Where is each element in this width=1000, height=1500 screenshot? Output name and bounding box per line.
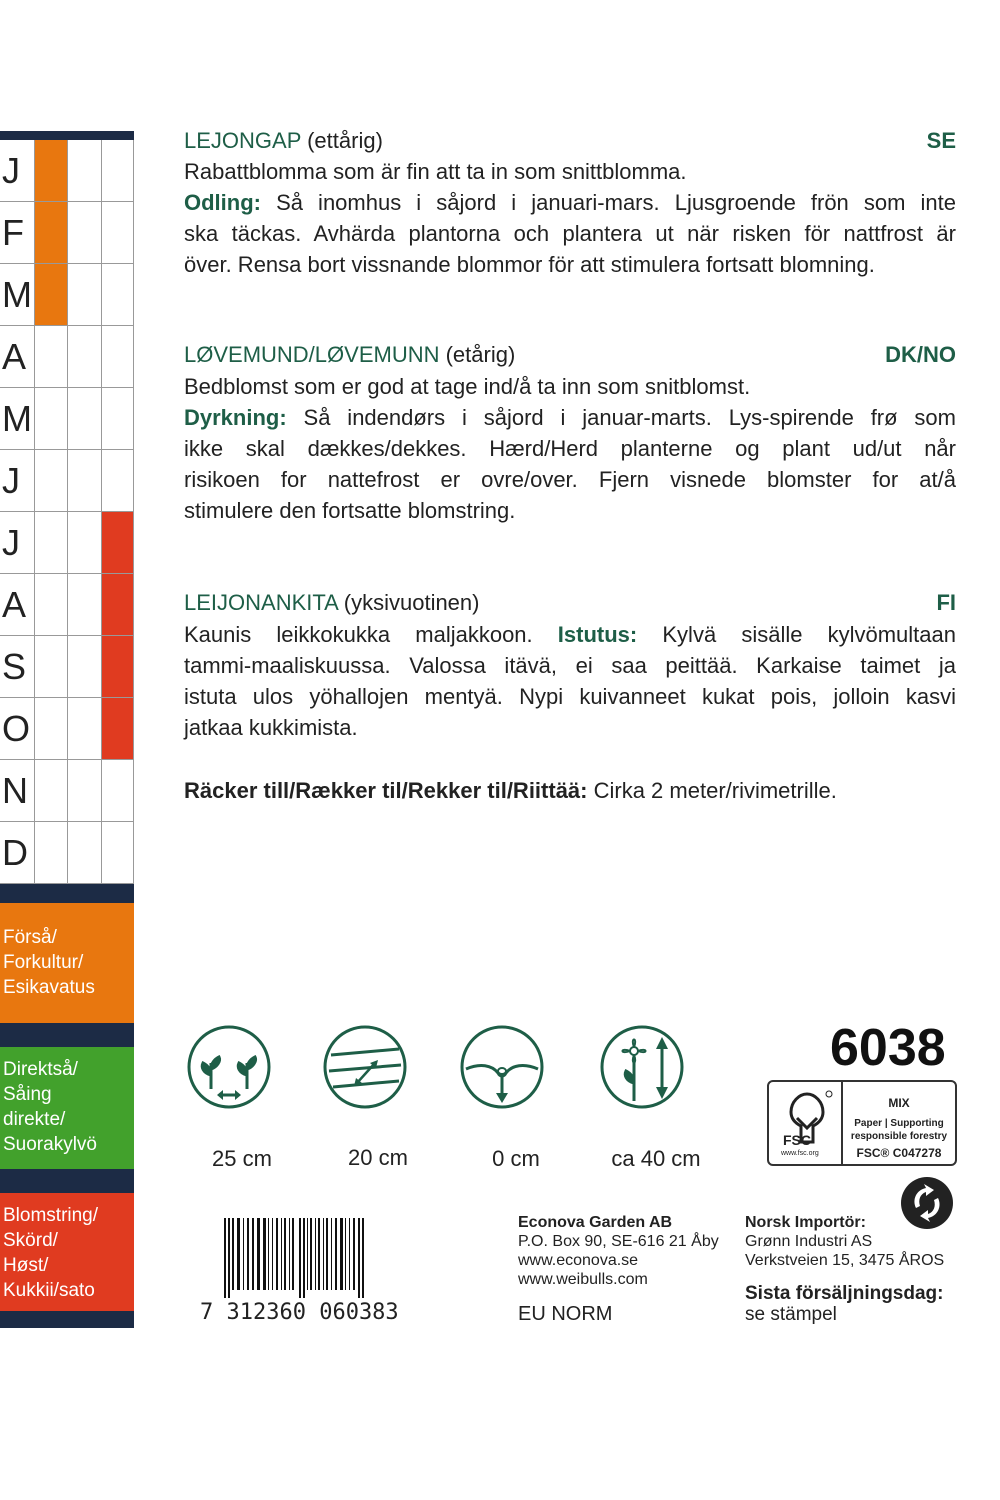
plant-height-label: ca 40 cm [611, 1146, 701, 1171]
text-line: Bedblomst som er god at tage ind/å ta inn som snitblomst. [184, 374, 751, 399]
month-letter: N [2, 770, 28, 811]
coverage-text: Cirka 2 meter/rivimetrille. [587, 778, 837, 803]
barcode-bar [272, 1218, 273, 1290]
barcode-bar [232, 1218, 234, 1290]
sow-indoor-cell [34, 822, 67, 884]
barcode-bar [276, 1218, 278, 1290]
barcode-bar [307, 1218, 308, 1290]
fi-heading [184, 590, 479, 616]
month-letter: M [2, 398, 32, 439]
text-line: risikoen for nattefrost er ovre/over. Fjern visnede blomster for at/å [184, 467, 956, 492]
barcode-bar [303, 1218, 305, 1298]
direct-sow-cell [67, 450, 101, 512]
barcode-bar [323, 1218, 324, 1290]
coverage-info [184, 775, 956, 806]
legend-text: Kukkii/sato [3, 1280, 95, 1301]
text-line: stimulere den fortsatte blomstring. [184, 498, 516, 523]
istutus-label: Istutus: [557, 622, 638, 647]
flowering-cell [101, 388, 134, 450]
eu-norm: EU NORM [518, 1303, 613, 1325]
calendar-month-row [0, 760, 134, 822]
direct-sow-cell [67, 388, 101, 450]
month-letter: D [2, 832, 28, 873]
se-subtitle: (ettårig) [307, 128, 383, 153]
legend-text: Esikavatus [3, 977, 95, 998]
dkno-subtitle: (etårig) [445, 342, 516, 367]
flowering-cell [101, 574, 134, 636]
sow-indoor-cell [34, 698, 67, 760]
importer-label: Norsk Importör: [745, 1214, 866, 1231]
calendar-top-bar [0, 131, 134, 140]
calendar-month-row [0, 574, 134, 636]
calendar-month-row [0, 264, 134, 326]
direct-sow-cell [67, 636, 101, 698]
company-name: Econova Garden AB [518, 1214, 673, 1231]
dkno-heading [184, 342, 515, 368]
se-country-code: SE [926, 128, 956, 153]
barcode-bar [247, 1218, 249, 1290]
text-line-body: Så indendørs i såjord i januar-marts. Lys-spirende frø som [286, 405, 956, 430]
direct-sow-cell [67, 822, 101, 884]
flowering-cell [101, 202, 134, 264]
barcode-bar [224, 1218, 226, 1298]
barcode-bar [362, 1218, 364, 1298]
text-line: ska täckas. Avhärda plantorna och plantera ut när risken för nattfrost är [184, 221, 956, 246]
text-line: Rabattblomma som är fin att ta in som snittblomma. [184, 159, 687, 184]
fsc-text-line: Paper | Supporting [854, 1118, 944, 1129]
barcode-bar [243, 1218, 244, 1290]
barcode-bar [263, 1218, 266, 1290]
last-sale-text: se stämpel [745, 1304, 837, 1325]
barcode [222, 1218, 472, 1298]
legend-direct-sow [0, 1047, 134, 1169]
dkno-description [184, 371, 956, 526]
sow-indoor-cell [34, 140, 67, 202]
fsc-mix: MIX [888, 1096, 910, 1110]
legend-sow-indoor [0, 903, 134, 1023]
sow-indoor-cell [34, 388, 67, 450]
company-address: P.O. Box 90, SE-616 21 Åby [518, 1233, 719, 1250]
month-letter: A [2, 336, 27, 377]
sow-indoor-cell [34, 760, 67, 822]
importer-address: Verkstveien 15, 3475 ÅROS [745, 1252, 945, 1269]
plant-spacing-label: 25 cm [212, 1146, 272, 1171]
text-line: ikke skal dækkes/dekkes. Hærd/Herd planterne og plant ud/ut når [184, 436, 956, 461]
month-letter: A [2, 584, 27, 625]
fi-subtitle: (yksivuotinen) [343, 590, 480, 615]
legend-text: direkte/ [3, 1109, 66, 1130]
legend-text: Blomstring/ [3, 1205, 99, 1226]
barcode-bar [292, 1218, 294, 1290]
fsc-label [767, 1080, 957, 1166]
barcode-bar [310, 1218, 312, 1290]
text-line [184, 402, 956, 433]
barcode-bar [340, 1218, 343, 1290]
direct-sow-cell [67, 698, 101, 760]
barcode-bar [284, 1218, 286, 1290]
flowering-cell [101, 512, 134, 574]
flowering-cell [101, 450, 134, 512]
text-line-body: Så inomhus i såjord i januari-mars. Ljusgroende frön som inte [260, 190, 956, 215]
text-line: istuta ulos yöhallojen mentyä. Nypi kuivanneet kukat pois, jolloin kasvi [184, 684, 956, 709]
coverage-label: Räcker till/Rækker til/Rekker til/Riittää: [184, 778, 588, 803]
calendar-month-row [0, 512, 134, 574]
dkno-country-code: DK/NO [885, 342, 956, 367]
flowering-cell [101, 636, 134, 698]
legend-text: Förså/ [3, 927, 57, 948]
barcode-bar [228, 1218, 230, 1298]
fsc-website: www.fsc.org [781, 1150, 819, 1157]
calendar-month-row [0, 388, 134, 450]
row-spacing-icon [323, 1025, 407, 1109]
barcode-bar [299, 1218, 301, 1298]
dkno-title: LØVEMUND/LØVEMUNN [184, 342, 440, 367]
flowering-cell [101, 264, 134, 326]
row-spacing-label: 20 cm [348, 1145, 408, 1170]
flowering-cell [101, 698, 134, 760]
legend-text: Høst/ [3, 1255, 49, 1276]
text-line: tammi-maaliskuussa. Valossa itävä, ei saa peittää. Karkaise taimet ja [184, 653, 956, 678]
plant-spacing-icon [187, 1025, 271, 1109]
fsc-logo-text: FSC [783, 1132, 811, 1148]
calendar-month-row [0, 698, 134, 760]
direct-sow-cell [67, 512, 101, 574]
calendar-bottom-bar [0, 884, 134, 903]
calendar-month-row [0, 140, 134, 202]
calendar-divider [0, 1169, 134, 1193]
se-title: LEJONGAP [184, 128, 301, 153]
fi-country-code: FI [936, 590, 956, 615]
se-description [184, 156, 956, 280]
legend-text: Forkultur/ [3, 952, 84, 973]
barcode-bar [268, 1218, 269, 1290]
barcode-bar [358, 1218, 360, 1298]
direct-sow-cell [67, 140, 101, 202]
direct-sow-cell [67, 760, 101, 822]
recycle-icon [900, 1176, 954, 1230]
direct-sow-cell [67, 264, 101, 326]
text-line-body: Kylvä sisälle kylvömultaan [637, 622, 956, 647]
importer-name: Grønn Industri AS [745, 1233, 873, 1250]
article-number: 6038 [830, 1019, 946, 1077]
month-letter: M [2, 274, 32, 315]
barcode-bar [315, 1218, 316, 1290]
flowering-cell [101, 326, 134, 388]
fsc-code: FSC® C047278 [856, 1146, 942, 1160]
direct-sow-cell [67, 202, 101, 264]
barcode-bar [331, 1218, 332, 1290]
month-letter: S [2, 646, 27, 687]
barcode-bar [252, 1218, 254, 1290]
barcode-bar [318, 1218, 320, 1290]
calendar-month-row [0, 450, 134, 512]
barcode-bar [345, 1218, 346, 1290]
legend-text: Direktså/ [3, 1059, 78, 1080]
sow-indoor-cell [34, 450, 67, 512]
fi-title: LEIJONANKITA [184, 590, 338, 615]
barcode-bar [289, 1218, 290, 1290]
calendar-divider [0, 1311, 134, 1328]
se-heading [184, 128, 383, 154]
sow-indoor-cell [34, 326, 67, 388]
text-line: över. Rensa bort vissnande blommor för att stimulera fortsatt blomning. [184, 252, 875, 277]
flowering-cell [101, 140, 134, 202]
text-line [184, 187, 956, 218]
calendar-divider [0, 1023, 134, 1047]
sowing-depth-label: 0 cm [492, 1146, 540, 1171]
barcode-bar [349, 1218, 350, 1290]
sowing-depth-icon [460, 1025, 544, 1109]
barcode-digits: 7 312360 060383 [200, 1300, 399, 1325]
sow-indoor-cell [34, 264, 67, 326]
sow-indoor-cell [34, 636, 67, 698]
text-line [184, 619, 956, 650]
calendar-month-row [0, 326, 134, 388]
sow-indoor-cell [34, 574, 67, 636]
dyrkning-label: Dyrkning: [184, 405, 287, 430]
month-letter: J [2, 522, 20, 563]
sow-indoor-cell [34, 512, 67, 574]
legend-flowering [0, 1193, 134, 1311]
barcode-bar [257, 1218, 260, 1290]
month-letter: O [2, 708, 31, 749]
fsc-text-line: responsible forestry [850, 1131, 948, 1142]
calendar-month-row [0, 202, 134, 264]
barcode-bar [237, 1218, 240, 1290]
company-website: www.weibulls.com [518, 1271, 648, 1288]
last-sale-label: Sista försäljningsdag: [745, 1283, 944, 1304]
text-line: jatkaa kukkimista. [184, 715, 358, 740]
flowering-cell [101, 760, 134, 822]
calendar-month-row [0, 822, 134, 884]
direct-sow-cell [67, 326, 101, 388]
barcode-bar [353, 1218, 355, 1290]
month-letter: J [2, 460, 20, 501]
flowering-cell [101, 822, 134, 884]
plant-height-icon [600, 1025, 684, 1109]
month-letter: F [2, 212, 24, 253]
legend-text: Suorakylvö [3, 1134, 97, 1155]
calendar-month-row [0, 636, 134, 698]
legend-text: Skörd/ [3, 1230, 58, 1251]
barcode-bar [335, 1218, 337, 1290]
fi-description [184, 619, 956, 743]
company-website: www.econova.se [518, 1252, 639, 1269]
odling-label: Odling: [184, 190, 261, 215]
sow-indoor-cell [34, 202, 67, 264]
text-line-body: Kaunis leikkokukka maljakkoon. [184, 622, 558, 647]
barcode-bar [326, 1218, 328, 1290]
barcode-bar [281, 1218, 282, 1290]
direct-sow-cell [67, 574, 101, 636]
month-letter: J [2, 150, 20, 191]
legend-text: Såing [3, 1084, 52, 1105]
